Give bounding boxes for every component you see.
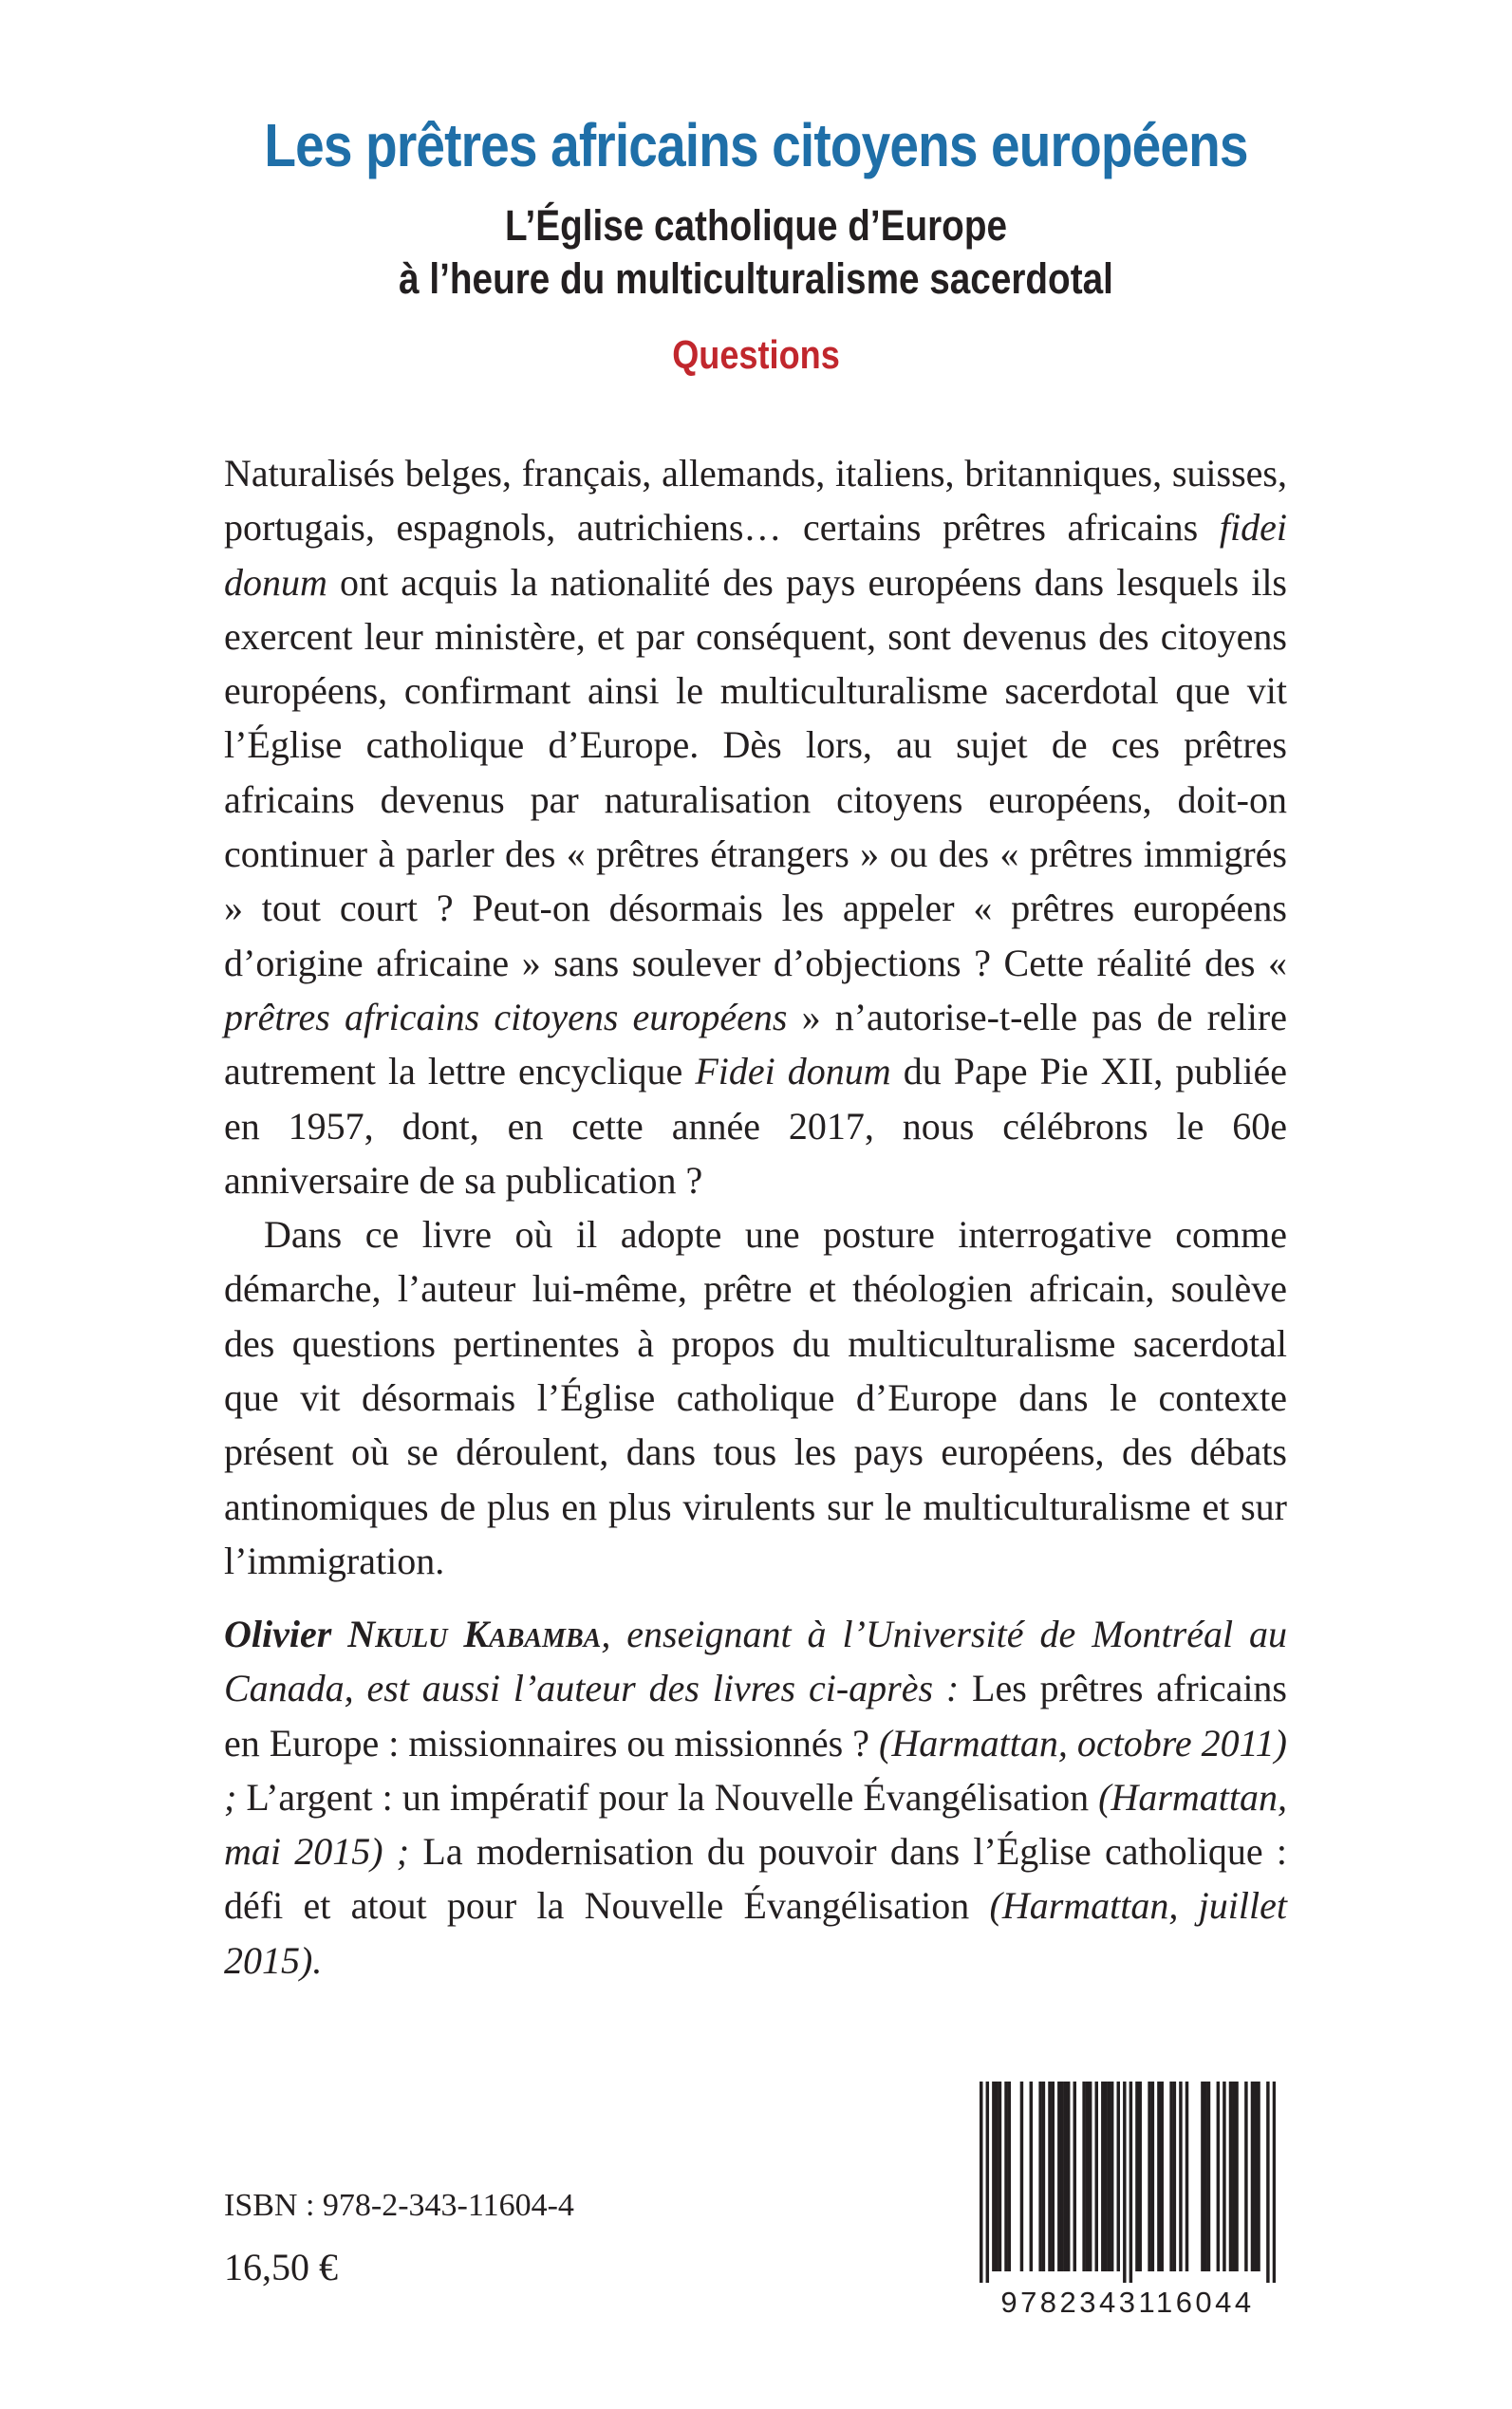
barcode-bar [1095,2082,1098,2271]
barcode-bar [1004,2082,1007,2271]
barcode-bar [1138,2082,1141,2271]
barcode-bar [986,2082,989,2283]
barcode-bar [992,2082,995,2271]
barcode-digits: 9782343116044 [1000,2286,1255,2319]
barcode-bar [1104,2082,1107,2271]
barcode-bar [1223,2082,1225,2271]
barcode-bar [1185,2082,1188,2271]
blurb-paragraph-2: Dans ce livre où il adopte une posture interrogative comme démarche, l’auteur lui-même, prêtre et théologien africain, soulève des questions pertinentes à propos du multiculturalisme sacerdotal que vit désormais l’Église catholique d’Europe dans le contexte présent où se déroulent, dans tous les pays européens, des débats antinomiques de plus en plus virulents sur le multiculturalisme et sur l’immigration. [224,1213,1287,1582]
author-book-2: L’argent : un impératif pour la Nouvelle Évangélisation [236,1775,1099,1819]
author-book-3: La modernisation du pouvoir dans l’Église catholique : défi et atout pour la Nouvelle Évangélisation [224,1830,1288,1928]
barcode-bar [1008,2082,1011,2271]
barcode-bar [1207,2082,1210,2271]
barcode-bar [1135,2082,1138,2271]
barcode-bar [1052,2082,1055,2271]
barcode-bar [1173,2082,1176,2271]
barcode-bar [1151,2082,1154,2271]
barcode-bar [1244,2082,1247,2271]
barcode-bar [1073,2082,1076,2271]
subtitle-line-2: à l’heure du multiculturalisme sacerdotal [399,254,1113,303]
barcode-bar [1157,2082,1160,2271]
barcode-bar [980,2082,982,2283]
barcode-bar [1108,2082,1111,2271]
blurb-italic: fidei donum [224,506,1287,604]
barcode-bar [1148,2082,1150,2271]
blurb-paragraph-1 [224,446,1287,1207]
author-book-1: Les prêtres africains en Europe : missionnaires ou missionnés ? [224,1667,1288,1765]
barcode-bar [1089,2082,1092,2271]
isbn: ISBN : 978-2-343-11604-4 [224,2188,574,2223]
blurb-italic: Fidei donum [695,1050,891,1093]
barcode-bar [1266,2082,1269,2283]
author-first-name: Olivier [224,1613,332,1655]
barcode-bar [1160,2082,1163,2271]
barcode-bar [1048,2082,1051,2271]
barcode-bar [1251,2082,1254,2271]
author-book-3-publisher: (Harmattan, juillet 2015). [224,1884,1287,1982]
book-subtitle [106,199,1407,306]
author-bio [224,1607,1287,1988]
author-last-name: Nkulu Kabamba [347,1613,602,1655]
barcode-bar [1101,2082,1104,2271]
barcode-bar [1235,2082,1238,2271]
author-book-1-publisher: (Harmattan, octobre 2011) ; [224,1721,1287,1819]
blurb-text: du Pape Pie XII, publiée en 1957, dont, en cette année 2017, nous célébrons le 60e anniversaire de sa publication ? [224,1050,1287,1202]
barcode-bar [1064,2082,1067,2271]
barcode-bar [1111,2082,1113,2271]
subtitle-line-1: L’Église catholique d’Europe [504,201,1007,250]
barcode-bar [1060,2082,1063,2271]
barcode-bar [1201,2082,1204,2271]
barcode-bars [980,2082,1276,2283]
blurb-text: » n’autorise-t-elle pas de relire autrement la lettre encyclique [224,995,1287,1093]
barcode-bar [995,2082,998,2271]
barcode-bar [1129,2082,1132,2283]
barcode-bar [1042,2082,1045,2271]
blurb-text: Naturalisés belges, français, allemands, italiens, britanniques, suisses, portugais, espagnols, autrichiens… certains prêtres africains [224,452,1287,550]
author-book-2-publisher: (Harmattan, mai 2015) ; [224,1775,1287,1874]
barcode-bar [1067,2082,1070,2271]
price: 16,50 € [224,2246,338,2288]
barcode-bar [1179,2082,1182,2271]
blurb [224,446,1287,1588]
barcode-bar [1232,2082,1235,2271]
blurb-text: ont acquis la nationalité des pays européens dans lesquels ils exercent leur ministère, et par conséquent, sont devenus des citoyens européens, confirmant ainsi le multiculturalisme sacerdotal que vit l’Église catholique d’Europe. Dès lors, au sujet de ces prêtres africains devenus par naturalisation citoyens européens, doit-on continuer à parler des « prêtres étrangers » ou des « prêtres immigrés » tout court ? Peut-on désormais les appeler « prêtres européens d’origine africaine » sans soulever d’objections ? Cette réalité des « [224,560,1287,984]
barcode-bar [1038,2082,1041,2271]
barcode-bar [1204,2082,1206,2271]
barcode [980,2082,1276,2296]
author-bio-text: , enseignant à l’Université de Montréal au Canada, est aussi l’auteur des livres ci-après : [224,1613,1288,1710]
barcode-bar [1169,2082,1172,2271]
barcode-bar [1030,2082,1033,2271]
blurb-italic: prêtres africains citoyens européens [224,995,788,1038]
barcode-bar [1217,2082,1220,2271]
barcode-bar [1086,2082,1089,2271]
barcode-bar [1257,2082,1260,2271]
series-name: Questions [672,332,840,377]
barcode-bar [999,2082,1001,2271]
book-title: Les prêtres africains citoyens européens [264,111,1248,179]
barcode-bar [1020,2082,1023,2271]
barcode-bar [1082,2082,1085,2271]
barcode-bar [1273,2082,1276,2283]
barcode-bar [1229,2082,1232,2271]
barcode-bar [1057,2082,1060,2271]
barcode-bar [1254,2082,1257,2271]
barcode-bar [1123,2082,1126,2283]
barcode-bar [1117,2082,1120,2271]
